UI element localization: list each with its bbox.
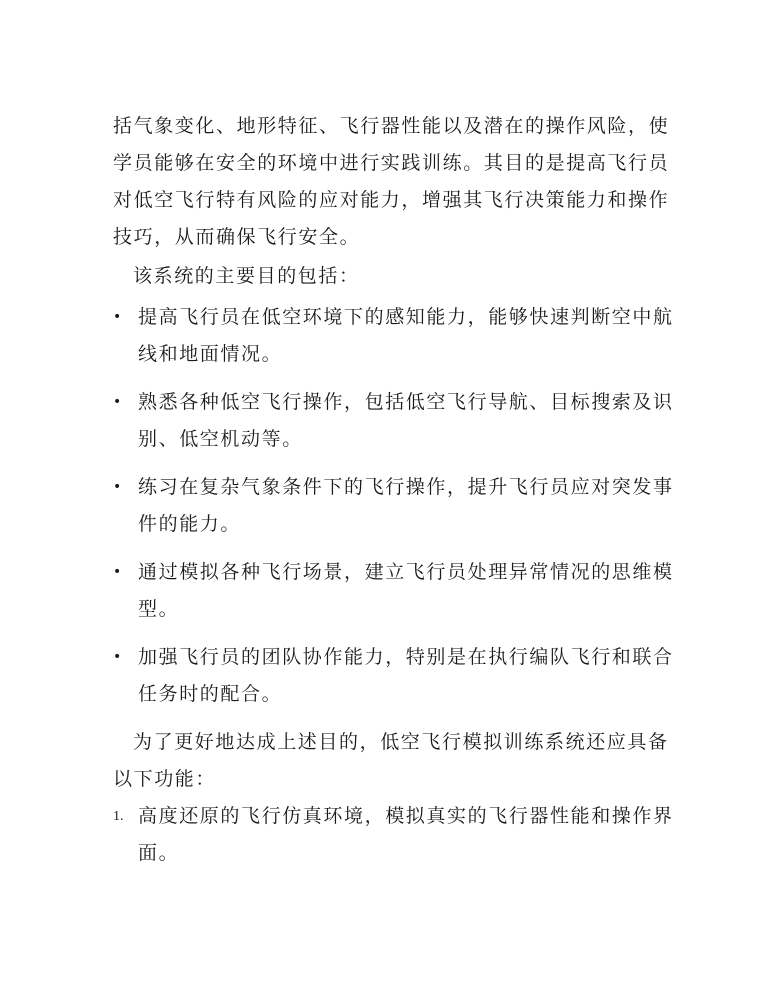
function-intro: 为了更好地达成上述目的，低空飞行模拟训练系统还应具备以下功能：	[113, 731, 669, 790]
list-item	[113, 384, 679, 458]
list-item-text: 加强飞行员的团队协作能力，特别是在执行编队飞行和联合任务时的配合。	[138, 646, 674, 705]
bullet-marker: •	[113, 394, 123, 410]
list-item-text: 提高飞行员在低空环境下的感知能力，能够快速判断空中航线和地面情况。	[138, 306, 674, 365]
function-list	[113, 798, 679, 872]
list-number: 1.	[113, 809, 124, 824]
bullet-marker: •	[113, 479, 123, 495]
bullet-marker: •	[113, 309, 123, 325]
list-item	[113, 639, 679, 713]
list-item-text: 通过模拟各种飞行场景，建立飞行员处理异常情况的思维模型。	[138, 561, 674, 620]
list-item	[113, 798, 679, 872]
purpose-intro: 该系统的主要目的包括：	[133, 265, 360, 287]
purpose-list	[113, 299, 679, 713]
list-item	[113, 469, 679, 543]
list-item-text: 高度还原的飞行仿真环境，模拟真实的飞行器性能和操作界面。	[138, 805, 674, 864]
bullet-marker: •	[113, 649, 123, 665]
document-body	[113, 108, 679, 872]
list-item	[113, 554, 679, 628]
continuation-paragraph: 括气象变化、地形特征、飞行器性能以及潜在的操作风险，使学员能够在安全的环境中进行实践训练。其目的是提高飞行员对低空飞行特有风险的应对能力，增强其飞行决策能力和操作技巧，从而确保飞行安全。	[113, 115, 670, 248]
list-item-text: 熟悉各种低空飞行操作，包括低空飞行导航、目标搜索及识别、低空机动等。	[138, 391, 674, 450]
list-item-text: 练习在复杂气象条件下的飞行操作，提升飞行员应对突发事件的能力。	[138, 476, 674, 535]
list-item	[113, 299, 679, 373]
bullet-marker: •	[113, 564, 123, 580]
